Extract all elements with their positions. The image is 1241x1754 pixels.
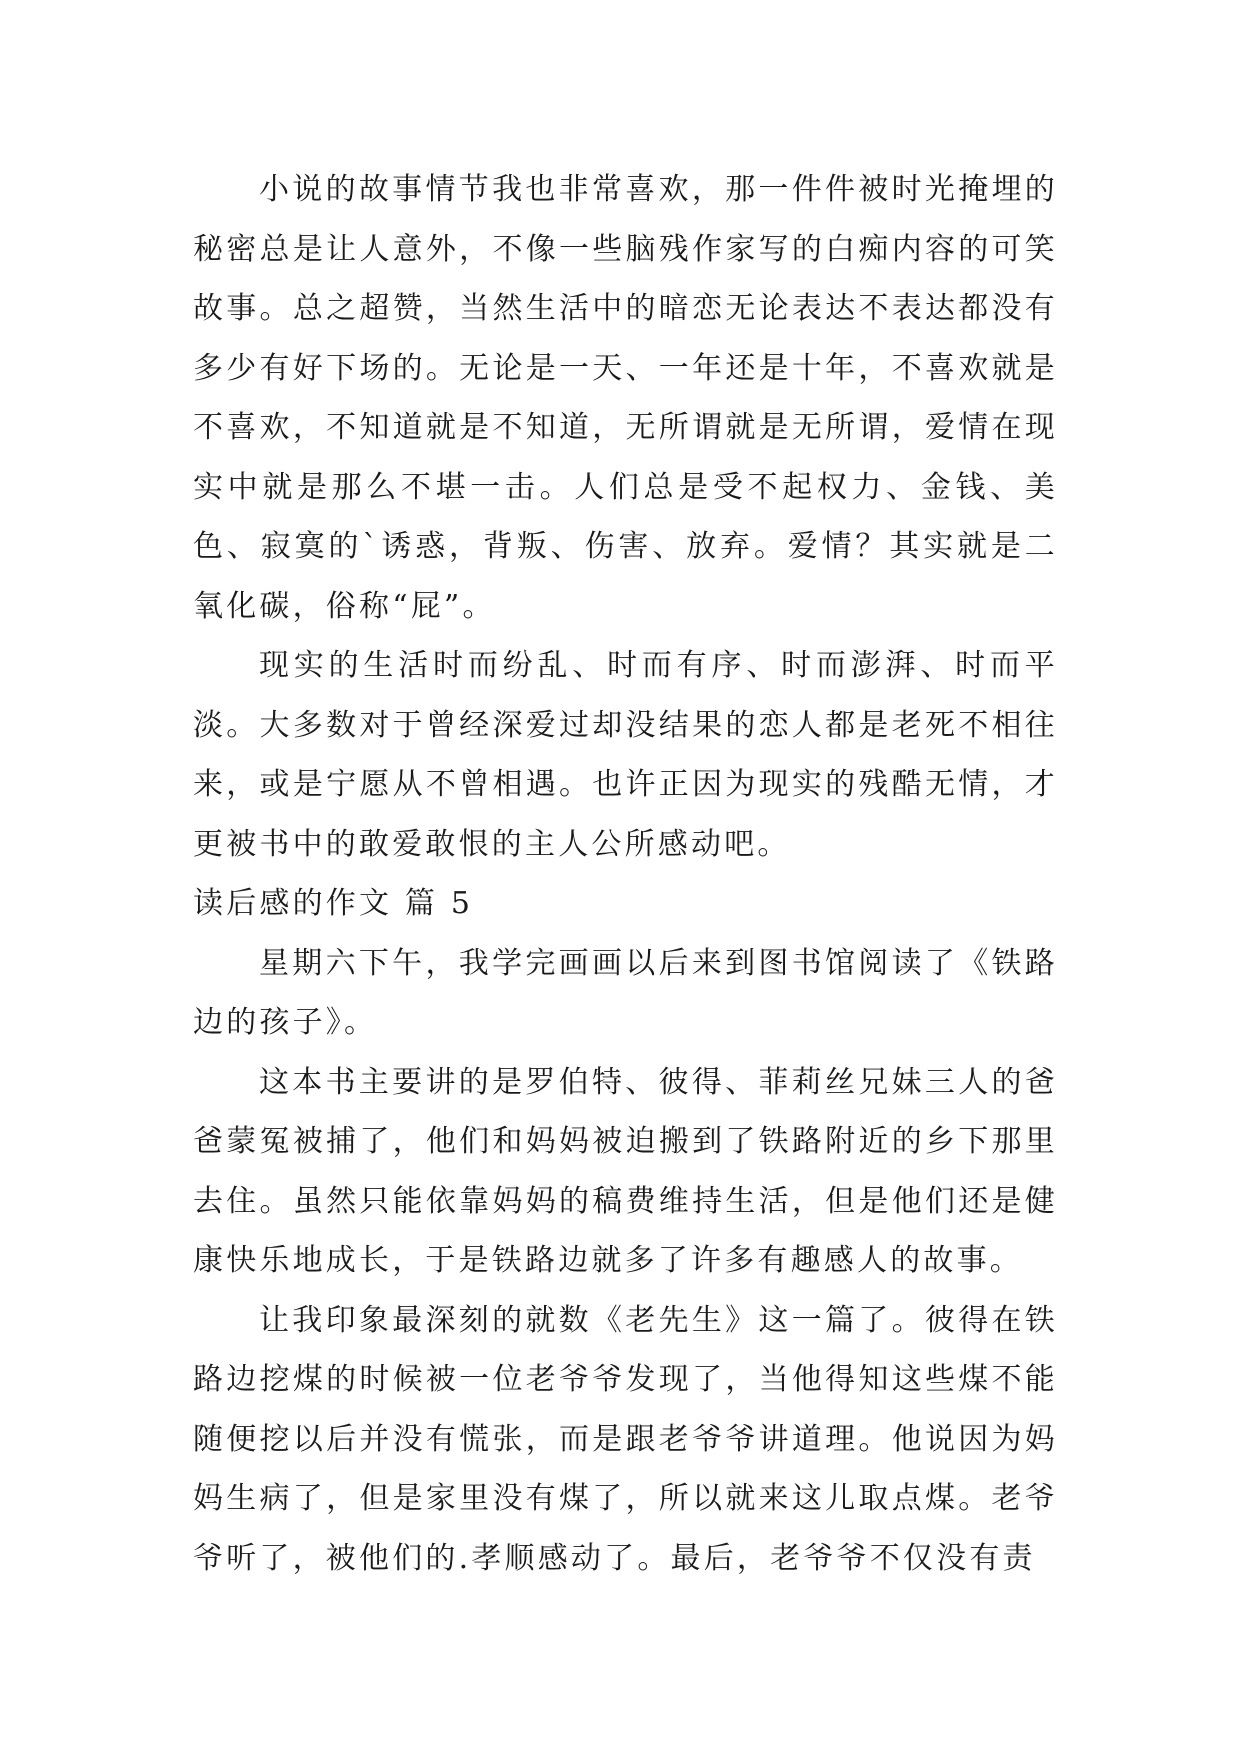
document-body <box>193 160 1058 1588</box>
paragraph-old-gentleman: 让我印象最深刻的就数《老先生》这一篇了。彼得在铁路边挖煤的时候被一位老爷爷发现了，当他得知这些煤不能随便挖以后并没有慌张，而是跟老爷爷讲道理。他说因为妈妈生病了，但是家里没有煤了，所以就来这儿取点煤。老爷爷听了，被他们的.孝顺感动了。最后，老爷爷不仅没有责 <box>193 1302 1058 1576</box>
paragraph-novel-plot: 小说的故事情节我也非常喜欢，那一件件被时光掩埋的秘密总是让人意外，不像一些脑残作家写的白痴内容的可笑故事。总之超赞，当然生活中的暗恋无论表达不表达都没有多少有好下场的。无论是一天、一年还是十年，不喜欢就是不喜欢，不知道就是不知道，无所谓就是无所谓，爱情在现实中就是那么不堪一击。人们总是受不起权力、金钱、美色、寂寞的`诱惑，背叛、伤害、放弃。爱情？其实就是二氧化碳，俗称“屁”。 <box>193 172 1058 624</box>
paragraph-real-life: 现实的生活时而纷乱、时而有序、时而澎湃、时而平淡。大多数对于曾经深爱过却没结果的恋人都是老死不相往来，或是宁愿从不曾相遇。也许正因为现实的残酷无情，才更被书中的敢爱敢恨的主人公所感动吧。 <box>193 648 1058 862</box>
paragraph-book-summary: 这本书主要讲的是罗伯特、彼得、菲莉丝兄妹三人的爸爸蒙冤被捕了，他们和妈妈被迫搬到了铁路附近的乡下那里去住。虽然只能依靠妈妈的稿费维持生活，但是他们还是健康快乐地成长，于是铁路边就多了许多有趣感人的故事。 <box>193 1064 1058 1278</box>
section-heading: 读后感的作文 篇 5 <box>193 886 474 921</box>
paragraph-saturday: 星期六下午，我学完画画以后来到图书馆阅读了《铁路边的孩子》。 <box>193 945 1058 1040</box>
